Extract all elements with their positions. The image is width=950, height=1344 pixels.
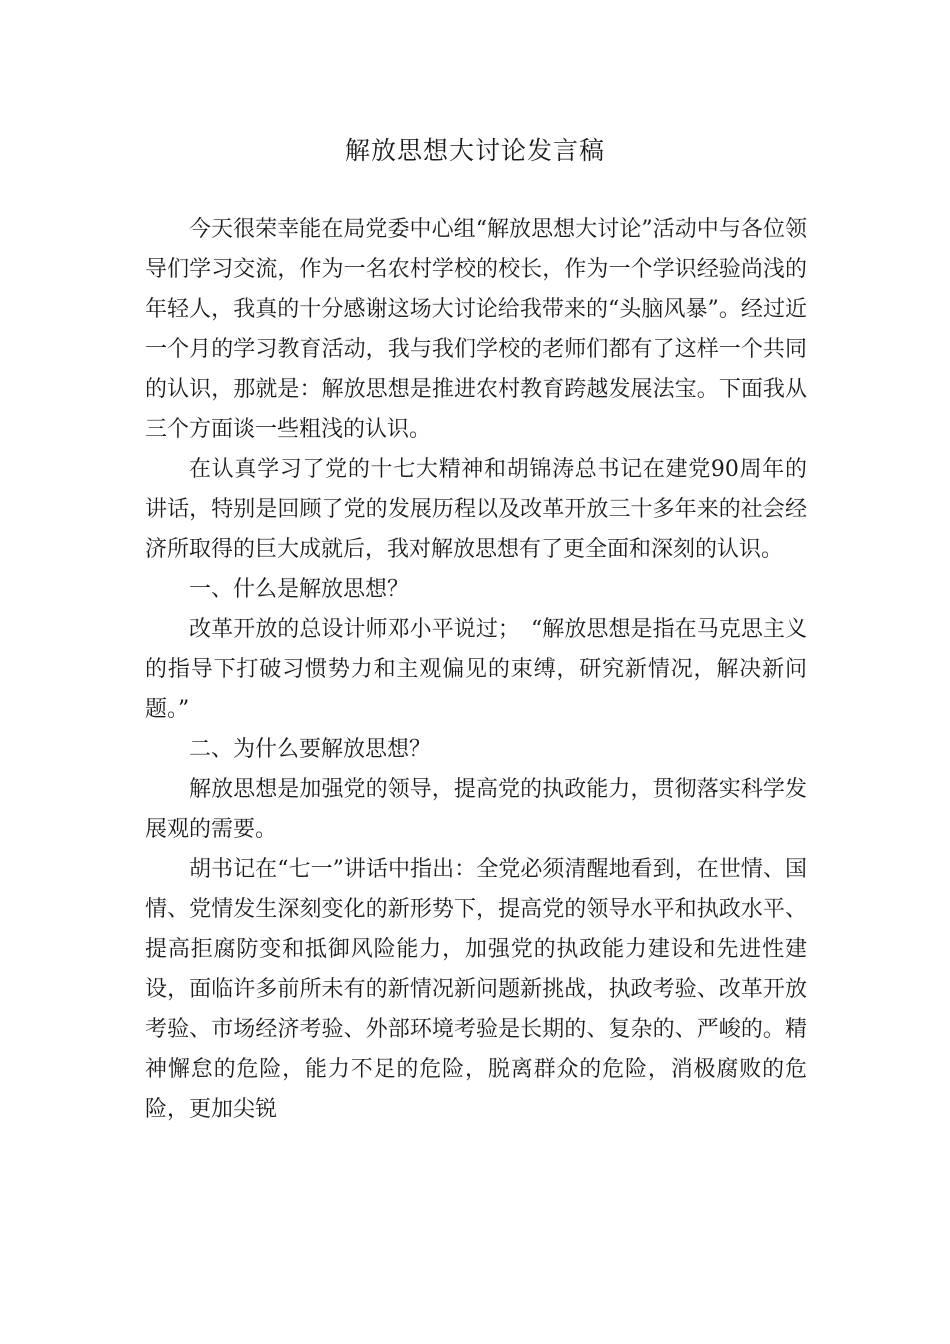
paragraph-intro: 今天很荣幸能在局党委中心组“解放思想大讨论”活动中与各位领导们学习交流，作为一名农村学校的校长，作为一个学识经验尚浅的年轻人，我真的十分感谢这场大讨论给我带来的“头脑风暴”。经过近一个月的学习教育活动，我与我们学校的老师们都有了这样一个共同的认识，那就是：解放思想是推进农村教育跨越发展法宝。下面我从三个方面谈一些粗浅的认识。 — [145, 217, 807, 442]
document-title: 解放思想大讨论发言稿 — [344, 136, 605, 165]
paragraph-definition: 改革开放的总设计师邓小平说过； “解放思想是指在马克思主义的指导下打破习惯势力和主观偏见的束缚，研究新情况，解决新问题。” — [145, 617, 807, 722]
section-heading-1: 一、什么是解放思想？ — [189, 577, 410, 602]
paragraph-speech: 胡书记在“七一”讲话中指出：全党必须清醒地看到，在世情、国情、党情发生深刻变化的新形势下，提高党的领导水平和执政水平、提高拒腐防变和抵御风险能力，加强党的执政能力建设和先进性建设，面临许多前所未有的新情况新问题新挑战，执政考验、改革开放考验、市场经济考验、外部环境考验是长期的、复杂的、严峻的。精神懈怠的危险，能力不足的危险，脱离群众的危险，消极腐败的危险，更加尖锐 — [145, 857, 807, 1122]
paragraph-reason: 解放思想是加强党的领导，提高党的执政能力，贯彻落实科学发展观的需要。 — [145, 777, 807, 842]
paragraph-study: 在认真学习了党的十七大精神和胡锦涛总书记在建党90周年的讲话，特别是回顾了党的发展历程以及改革开放三十多年来的社会经济所取得的巨大成就后，我对解放思想有了更全面和深刻的认识。 — [145, 457, 807, 562]
document-body — [145, 210, 807, 1130]
section-heading-2: 二、为什么要解放思想？ — [189, 737, 432, 762]
